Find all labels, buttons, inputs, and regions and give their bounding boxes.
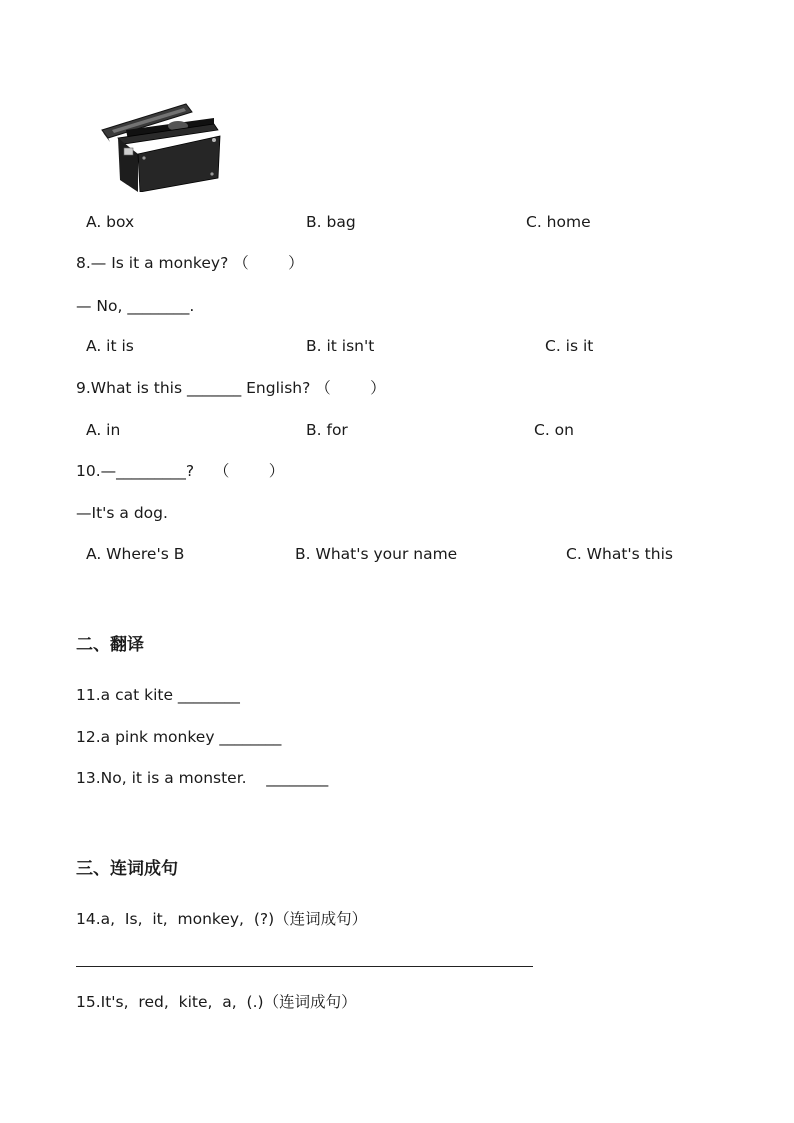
q7-option-a: A. box [86, 213, 135, 231]
q7-option-b: B. bag [306, 213, 356, 231]
q9-option-a: A. in [86, 421, 121, 439]
q12-item: 12.a pink monkey ________ [76, 728, 282, 746]
q10-option-c: C. What's this [566, 545, 673, 563]
q10-option-a: A. Where's B [86, 545, 185, 563]
q8-option-a: A. it is [86, 337, 134, 355]
q8-question: 8.— Is it a monkey? （ ） [76, 254, 304, 272]
q7-option-c: C. home [526, 213, 591, 231]
section2-title: 二、翻译 [76, 635, 144, 655]
q8-option-b: B. it isn't [306, 337, 375, 355]
q10-reply: —It's a dog. [76, 504, 168, 522]
q8-option-c: C. is it [545, 337, 594, 355]
section3-title: 三、连词成句 [76, 859, 178, 879]
q11-item: 11.a cat kite ________ [76, 686, 240, 704]
q14-item: 14.a, Is, it, monkey, (?)（连词成句） [76, 910, 368, 928]
q9-option-c: C. on [534, 421, 574, 439]
q8-reply: — No, ________. [76, 297, 195, 315]
q15-item: 15.It's, red, kite, a, (.)（连词成句） [76, 993, 357, 1011]
q13-item: 13.No, it is a monster. ________ [76, 769, 329, 787]
q10-option-b: B. What's your name [295, 545, 458, 563]
box-picture-icon [96, 100, 226, 192]
q14-answer-line [76, 966, 533, 967]
q10-question: 10.—_________? （ ） [76, 462, 285, 480]
q9-question: 9.What is this _______ English? （ ） [76, 379, 386, 397]
q9-option-b: B. for [306, 421, 348, 439]
